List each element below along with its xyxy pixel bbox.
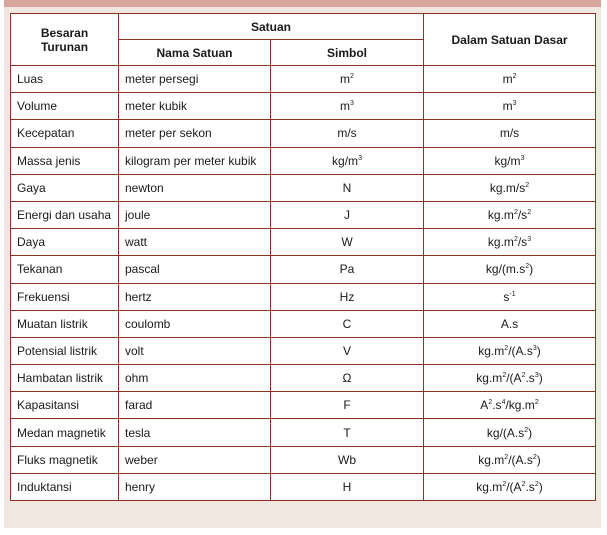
- simbol-base: T: [343, 425, 351, 440]
- cell-nama-satuan: newton: [119, 174, 271, 201]
- cell-nama-satuan: volt: [119, 337, 271, 364]
- derived-units-table: [10, 13, 596, 501]
- dasar-exponent: 2: [504, 453, 509, 461]
- dasar-part: /(A: [506, 479, 522, 494]
- dasar-part: .s: [525, 371, 535, 386]
- cell-nama-satuan: coulomb: [119, 310, 271, 337]
- cell-dalam-satuan-dasar: [424, 147, 596, 174]
- simbol-base: kg/m: [332, 153, 359, 168]
- dasar-exponent: 2: [488, 399, 493, 407]
- table-row: [11, 283, 596, 310]
- dasar-exponent: 2: [513, 209, 518, 217]
- cell-dalam-satuan-dasar: [424, 229, 596, 256]
- dasar-exponent: -1: [509, 290, 516, 298]
- table-header: [11, 14, 596, 66]
- dasar-part: ): [538, 371, 543, 386]
- dasar-part: ): [538, 479, 543, 494]
- dasar-part: /(A.s: [508, 452, 533, 467]
- dasar-exponent: 2: [527, 209, 532, 217]
- dasar-part: A: [480, 398, 489, 413]
- simbol-base: F: [343, 398, 351, 413]
- table-frame: [4, 0, 601, 528]
- dasar-part: kg.m: [487, 208, 514, 223]
- simbol-exponent: 3: [350, 100, 354, 108]
- cell-simbol: [271, 283, 424, 310]
- cell-simbol: [271, 201, 424, 228]
- table-body: [11, 66, 596, 501]
- cell-nama-satuan: meter per sekon: [119, 120, 271, 147]
- table-row: [11, 310, 596, 337]
- table-row: [11, 147, 596, 174]
- dasar-part: kg.m: [478, 343, 505, 358]
- cell-besaran: Energi dan usaha: [11, 201, 119, 228]
- dasar-part: kg.m: [487, 235, 514, 250]
- simbol-base: Wb: [338, 452, 356, 467]
- table-row: [11, 256, 596, 283]
- dasar-exponent: 3: [532, 344, 537, 352]
- cell-nama-satuan: kilogram per meter kubik: [119, 147, 271, 174]
- dasar-part: /s: [517, 235, 528, 250]
- dasar-exponent: 3: [520, 154, 525, 162]
- table-row: [11, 229, 596, 256]
- simbol-base: W: [341, 235, 353, 250]
- dasar-part: m: [502, 72, 513, 87]
- cell-simbol: [271, 446, 424, 473]
- cell-dalam-satuan-dasar: [424, 283, 596, 310]
- dasar-part: ): [528, 425, 533, 440]
- cell-besaran: Induktansi: [11, 473, 119, 500]
- dasar-part: A.s: [500, 316, 519, 331]
- cell-simbol: [271, 229, 424, 256]
- cell-besaran: Tekanan: [11, 256, 119, 283]
- cell-nama-satuan: pascal: [119, 256, 271, 283]
- simbol-base: m: [340, 99, 351, 114]
- cell-besaran: Massa jenis: [11, 147, 119, 174]
- dasar-exponent: 2: [502, 480, 507, 488]
- cell-nama-satuan: tesla: [119, 419, 271, 446]
- cell-dalam-satuan-dasar: [424, 310, 596, 337]
- cell-simbol: [271, 174, 424, 201]
- dasar-part: .s: [492, 398, 502, 413]
- table-row: [11, 446, 596, 473]
- table-row: [11, 201, 596, 228]
- dasar-part: /s: [517, 208, 528, 223]
- cell-dalam-satuan-dasar: [424, 337, 596, 364]
- table-row: [11, 419, 596, 446]
- dasar-exponent: 2: [525, 263, 530, 271]
- dasar-exponent: 2: [521, 372, 526, 380]
- cell-dalam-satuan-dasar: [424, 473, 596, 500]
- cell-dalam-satuan-dasar: [424, 174, 596, 201]
- dasar-part: kg/(m.s: [485, 262, 526, 277]
- cell-besaran: Luas: [11, 66, 119, 93]
- simbol-exponent: 2: [350, 73, 354, 81]
- header-dalam-satuan-dasar: Dalam Satuan Dasar: [424, 14, 596, 66]
- dasar-part: /(A: [506, 371, 522, 386]
- cell-dalam-satuan-dasar: [424, 365, 596, 392]
- cell-besaran: Daya: [11, 229, 119, 256]
- dasar-exponent: 2: [525, 181, 530, 189]
- dasar-exponent: 3: [534, 372, 539, 380]
- dasar-part: kg/m: [494, 153, 521, 168]
- cell-besaran: Fluks magnetik: [11, 446, 119, 473]
- simbol-exponent: 3: [358, 154, 362, 162]
- cell-simbol: [271, 147, 424, 174]
- dasar-part: /kg.m: [505, 398, 535, 413]
- cell-besaran: Volume: [11, 93, 119, 120]
- dasar-exponent: 2: [534, 399, 539, 407]
- table-row: [11, 174, 596, 201]
- simbol-base: m: [340, 72, 351, 87]
- table-row: [11, 392, 596, 419]
- cell-dalam-satuan-dasar: [424, 256, 596, 283]
- cell-simbol: [271, 365, 424, 392]
- dasar-part: .s: [525, 479, 535, 494]
- dasar-exponent: 2: [502, 372, 507, 380]
- cell-simbol: [271, 337, 424, 364]
- dasar-exponent: 2: [521, 480, 526, 488]
- table-row: [11, 120, 596, 147]
- cell-simbol: [271, 310, 424, 337]
- simbol-base: Ω: [342, 371, 352, 386]
- simbol-base: V: [343, 343, 352, 358]
- cell-nama-satuan: farad: [119, 392, 271, 419]
- dasar-part: kg.m/s: [489, 180, 526, 195]
- dasar-part: ): [536, 343, 541, 358]
- cell-dalam-satuan-dasar: [424, 419, 596, 446]
- dasar-exponent: 4: [501, 399, 506, 407]
- dasar-exponent: 2: [532, 453, 537, 461]
- cell-simbol: [271, 256, 424, 283]
- cell-besaran: Gaya: [11, 174, 119, 201]
- cell-nama-satuan: watt: [119, 229, 271, 256]
- simbol-base: m/s: [337, 126, 357, 141]
- cell-simbol: [271, 392, 424, 419]
- cell-besaran: Hambatan listrik: [11, 365, 119, 392]
- simbol-base: Hz: [339, 289, 355, 304]
- table-row: [11, 337, 596, 364]
- dasar-exponent: 2: [512, 73, 517, 81]
- cell-nama-satuan: henry: [119, 473, 271, 500]
- dasar-part: /(A.s: [508, 343, 533, 358]
- dasar-exponent: 2: [513, 236, 518, 244]
- cell-simbol: [271, 419, 424, 446]
- simbol-base: H: [342, 479, 352, 494]
- dasar-exponent: 3: [527, 236, 532, 244]
- header-besaran-turunan: [11, 14, 119, 66]
- cell-simbol: [271, 93, 424, 120]
- table-row: [11, 93, 596, 120]
- dasar-part: ): [529, 262, 534, 277]
- dasar-part: ): [536, 452, 541, 467]
- cell-dalam-satuan-dasar: [424, 446, 596, 473]
- dasar-exponent: 2: [524, 426, 529, 434]
- cell-besaran: Kapasitansi: [11, 392, 119, 419]
- cell-dalam-satuan-dasar: [424, 93, 596, 120]
- dasar-exponent: 2: [504, 344, 509, 352]
- table-row: [11, 365, 596, 392]
- simbol-base: J: [344, 208, 350, 223]
- cell-simbol: [271, 473, 424, 500]
- cell-dalam-satuan-dasar: [424, 66, 596, 93]
- cell-nama-satuan: meter persegi: [119, 66, 271, 93]
- cell-besaran: Medan magnetik: [11, 419, 119, 446]
- simbol-base: N: [342, 180, 352, 195]
- cell-dalam-satuan-dasar: [424, 392, 596, 419]
- dasar-part: kg.m: [476, 371, 503, 386]
- cell-simbol: [271, 120, 424, 147]
- dasar-exponent: 2: [534, 480, 539, 488]
- dasar-part: s: [503, 289, 510, 304]
- dasar-part: kg.m: [476, 479, 503, 494]
- simbol-base: Pa: [339, 262, 355, 277]
- cell-besaran: Kecepatan: [11, 120, 119, 147]
- cell-besaran: Frekuensi: [11, 283, 119, 310]
- cell-simbol: [271, 66, 424, 93]
- cell-nama-satuan: weber: [119, 446, 271, 473]
- header-besaran-line2: Turunan: [40, 39, 89, 54]
- table-row: [11, 66, 596, 93]
- simbol-base: C: [342, 316, 352, 331]
- dasar-exponent: 3: [512, 100, 517, 108]
- cell-dalam-satuan-dasar: [424, 201, 596, 228]
- header-simbol: Simbol: [271, 40, 424, 66]
- header-satuan: Satuan: [119, 14, 424, 40]
- cell-nama-satuan: joule: [119, 201, 271, 228]
- cell-besaran: Potensial listrik: [11, 337, 119, 364]
- dasar-part: m/s: [499, 126, 520, 141]
- cell-dalam-satuan-dasar: [424, 120, 596, 147]
- dasar-part: kg/(A.s: [486, 425, 525, 440]
- cell-nama-satuan: meter kubik: [119, 93, 271, 120]
- header-nama-satuan: Nama Satuan: [119, 40, 271, 66]
- cell-besaran: Muatan listrik: [11, 310, 119, 337]
- header-besaran-line1: Besaran: [40, 25, 89, 40]
- dasar-part: m: [502, 99, 513, 114]
- cell-nama-satuan: hertz: [119, 283, 271, 310]
- dasar-part: kg.m: [478, 452, 505, 467]
- table-row: [11, 473, 596, 500]
- cell-nama-satuan: ohm: [119, 365, 271, 392]
- header-row-top: [11, 14, 596, 40]
